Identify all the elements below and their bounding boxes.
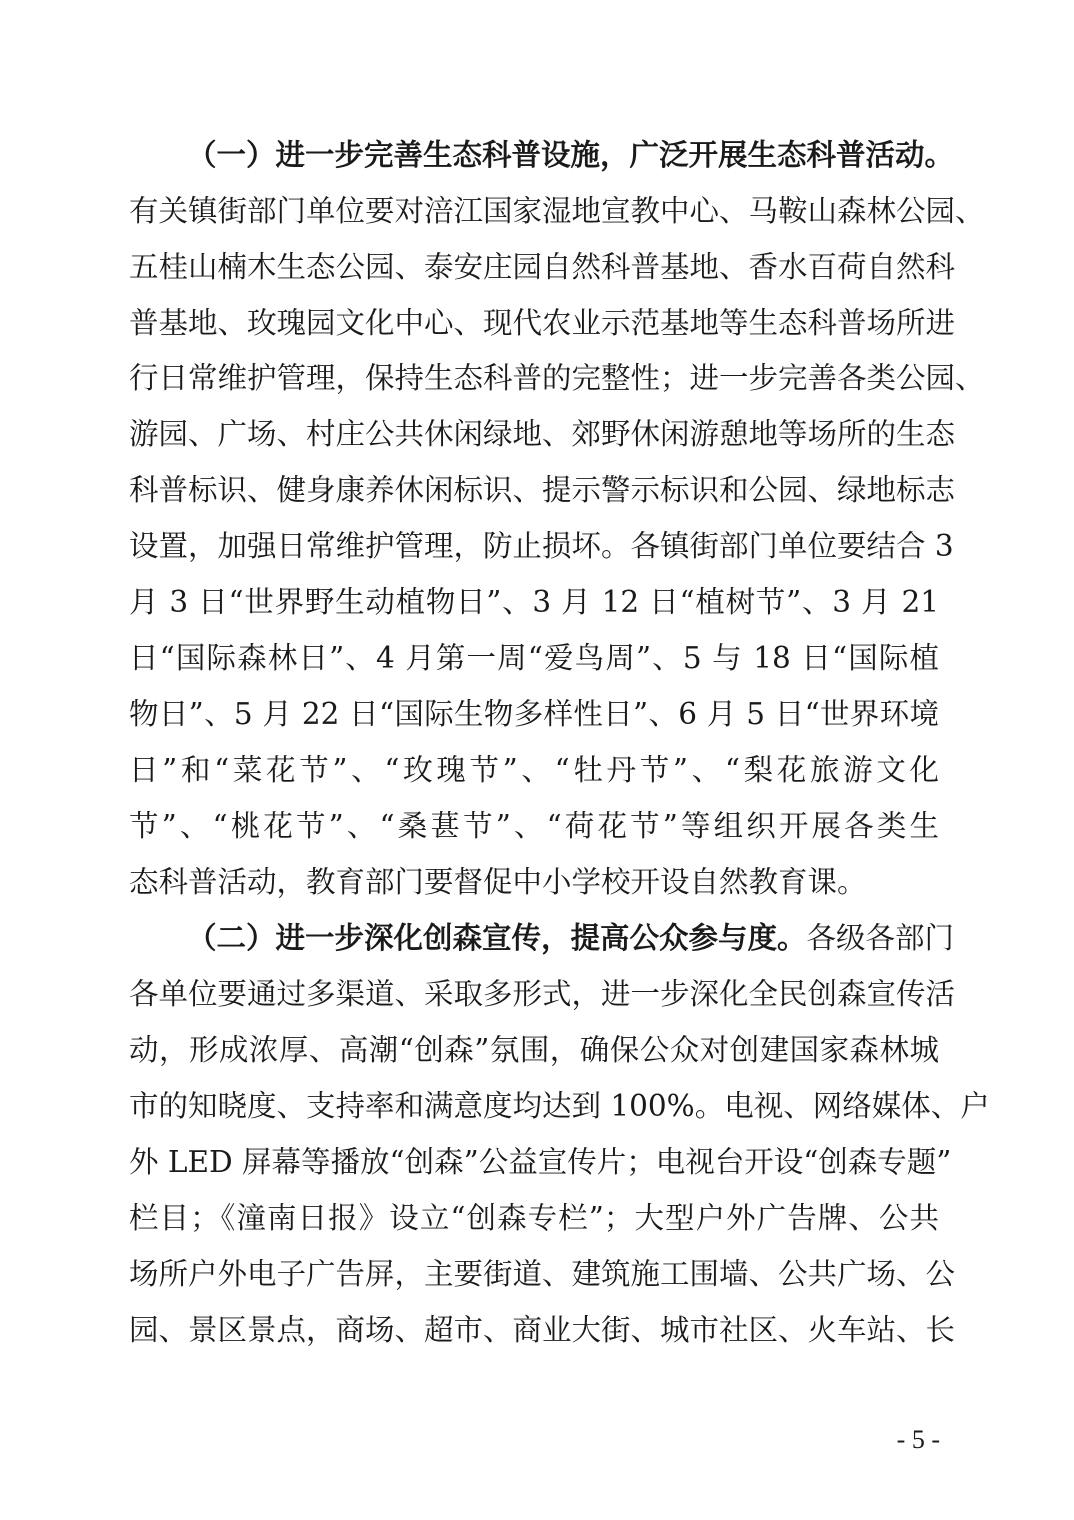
paragraph2-line: 栏目；《潼南日报》设立“创森专栏”；大型户外广告牌、公共 [129,1201,939,1235]
paragraph1-line: 节”、“桃花节”、“桑葚节”、“荷花节”等组织开展各类生 [129,809,939,843]
paragraph2-line: 市的知晓度、支持率和满意度均达到 100%。电视、网络媒体、户 [129,1089,990,1123]
paragraph1-line: 日“国际森林日”、4 月第一周“爱鸟周”、5 与 18 日“国际植 [129,641,939,675]
paragraph1-line: 五桂山楠木生态公园、泰安庄园自然科普基地、香水百荷自然科 [129,250,956,284]
paragraph2-line: 场所户外电子广告屏，主要街道、建筑施工围墙、公共广场、公 [129,1257,956,1291]
paragraph1-heading-text: （一）进一步完善生态科普设施，广泛开展生态科普活动。 [187,137,955,172]
paragraph1-line: 有关镇街部门单位要对涪江国家湿地宣教中心、马鞍山森林公园、 [129,194,985,228]
page-number: - 5 - [896,1425,940,1454]
paragraph2-heading-text: （二）进一步深化创森宣传，提高公众参与度。 [187,920,807,955]
paragraph1-line: 普基地、玫瑰园文化中心、现代农业示范基地等生态科普场所进 [129,306,956,340]
paragraph1-line: 物日”、5 月 22 日“国际生物多样性日”、6 月 5 日“世界环境 [129,697,939,731]
paragraph1-line: 科普标识、健身康养休闲标识、提示警示标识和公园、绿地标志 [129,473,956,507]
paragraph2-line: 各单位要通过多渠道、采取多形式，进一步深化全民创森宣传活 [129,977,956,1011]
paragraph2-line: 动，形成浓厚、高潮“创森”氛围，确保公众对创建国家森林城 [129,1033,939,1067]
paragraph2-heading [187,913,955,963]
paragraph1-line: 行日常维护管理，保持生态科普的完整性；进一步完善各类公园、 [129,361,985,395]
paragraph1-line: 日”和“菜花节”、“玫瑰节”、“牡丹节”、“梨花旅游文化 [129,753,939,787]
paragraph1-line: 设置，加强日常维护管理，防止损坏。各镇街部门单位要结合 3 [129,529,954,563]
paragraph1-heading [187,130,955,180]
paragraph2-line: 园、景区景点，商场、超市、商业大街、城市社区、火车站、长 [129,1313,956,1347]
paragraph2-line: 外 LED 屏幕等播放“创森”公益宣传片；电视台开设“创森专题” [129,1145,952,1179]
paragraph1-line: 月 3 日“世界野生动植物日”、3 月 12 日“植树节”、3 月 21 [129,585,939,619]
paragraph1-line: 态科普活动，教育部门要督促中小学校开设自然教育课。 [129,865,867,899]
paragraph2-heading-tail: 各级各部门 [806,921,955,955]
paragraph1-line: 游园、广场、村庄公共休闲绿地、郊野休闲游憩地等场所的生态 [129,417,956,451]
